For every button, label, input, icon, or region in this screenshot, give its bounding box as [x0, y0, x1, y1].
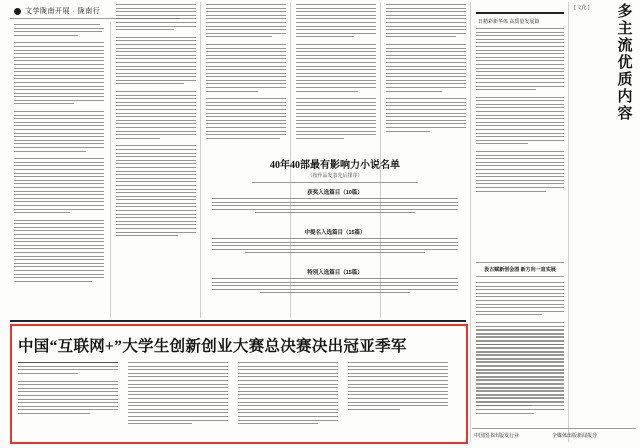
- feature-rule: [252, 182, 418, 183]
- masthead-label: [14, 6, 100, 16]
- slogan-char: 流: [617, 38, 633, 54]
- slogan-char: 容: [617, 106, 633, 122]
- right-section-heading: 汲古赋新创会图 新方向一直实展: [484, 267, 556, 273]
- column-divider: [470, 2, 471, 442]
- feature-group-lines: [212, 238, 458, 256]
- section-divider: [10, 320, 466, 322]
- column-divider: [200, 2, 201, 318]
- highlight-body-column: [348, 362, 448, 412]
- right-article-column: [476, 28, 564, 194]
- footer-left-note: 中国图书出版发行业: [474, 433, 520, 439]
- slogan-char: 优: [617, 55, 633, 71]
- highlight-headline: 中国“互联网+”大学生创新创业大赛总决赛决出冠亚季军: [18, 338, 407, 355]
- feature-group-lines: [212, 278, 458, 296]
- right-banner-label: 日精彩新华体 高质量发展篇: [478, 19, 540, 25]
- column-divider: [568, 2, 569, 442]
- article-body-column: [386, 4, 466, 134]
- feature-group-heading: 特别入选篇目（15篇）: [307, 270, 363, 276]
- right-banner-rule: [476, 12, 564, 14]
- circle-bullet-icon: [14, 8, 21, 15]
- slogan-char: 内: [617, 89, 633, 105]
- highlight-body-column: [128, 362, 228, 427]
- right-section-rule: [476, 262, 564, 263]
- slogan-char: 多: [617, 4, 633, 20]
- column-divider: [110, 22, 111, 318]
- footer-rule: [472, 428, 636, 429]
- feature-group-heading: 中提名入选篇目（15篇）: [304, 230, 366, 236]
- article-body-column: [296, 4, 376, 141]
- highlight-body-column: [18, 362, 118, 417]
- article-body-column: [206, 4, 286, 141]
- masthead-text: 文学陇南开展 · 陇南行: [25, 8, 101, 15]
- article-body-column: [116, 4, 196, 239]
- vertical-slogan: [615, 4, 635, 123]
- footer-right-note: 全媒体出版新闻报导: [552, 433, 598, 439]
- feature-title: 40年40部最有影响力小说名单: [270, 160, 400, 171]
- feature-group-heading: 获奖入选篇目（10篇）: [307, 190, 363, 196]
- highlight-body-column: [238, 362, 338, 427]
- right-section-rule-2: [476, 276, 564, 277]
- slogan-char: 质: [617, 72, 633, 88]
- feature-subtitle: （按作品发表先后排序）: [307, 173, 363, 179]
- slogan-char: 主: [617, 21, 633, 37]
- feature-group-lines: [212, 198, 458, 216]
- article-body-column: [14, 24, 104, 284]
- right-bottom-column: [476, 330, 564, 416]
- right-edge-label: [ 文化 ]: [574, 5, 590, 11]
